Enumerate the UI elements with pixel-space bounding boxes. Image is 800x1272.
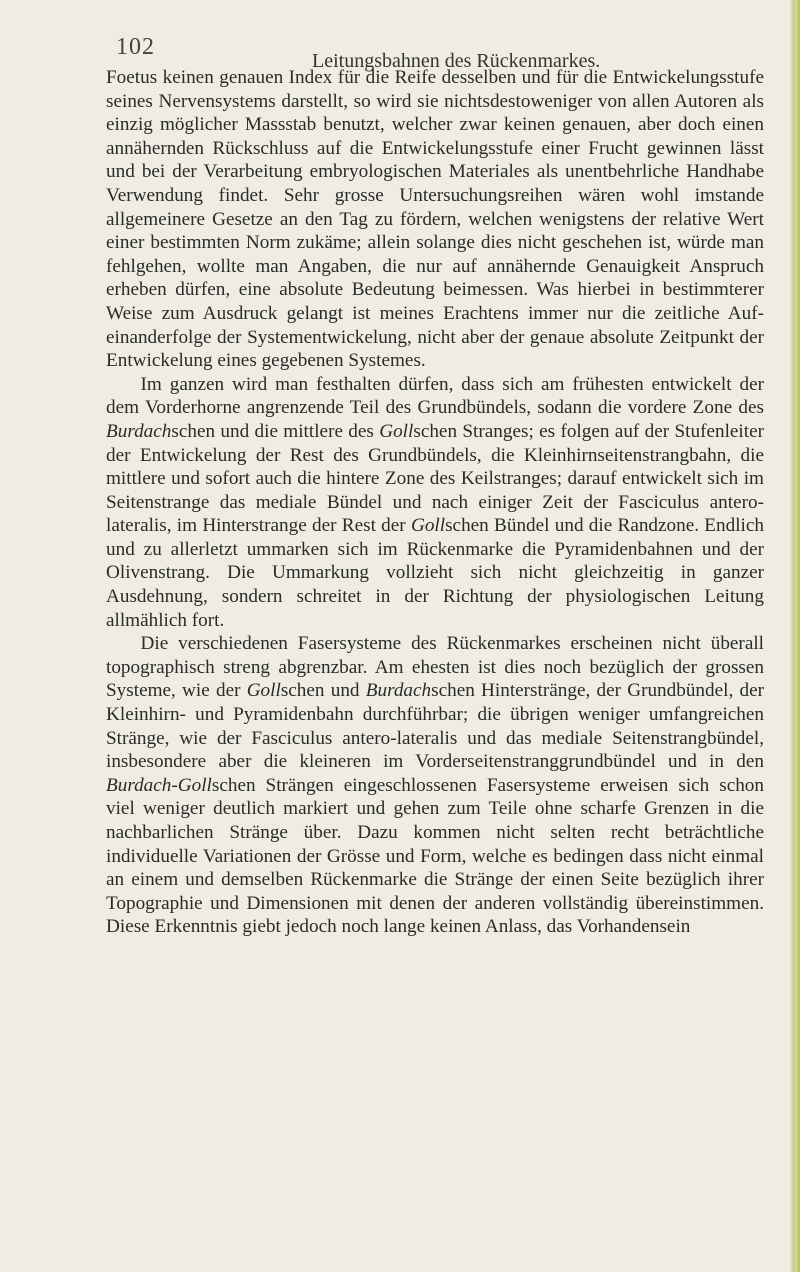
- body-text: [106, 66, 764, 939]
- paragraph-3: [106, 632, 764, 939]
- text-run: Foetus keinen genauen Index für die Reife desselben und für die Entwickelungsstufe seines Nervensystems darstellt, so wird sie nichtsdestoweniger von allen Autoren als einzig möglicher Massstab benutzt, welcher zwar keinen genauen, aber doch einen annähernden Rückschluss auf die Entwickelungsstufe einer Frucht gewinnen lässt und bei der Verarbeitung embryologischen Materiales als unentbehrliche Handhabe Verwendung findet. Sehr grosse Untersuchungsreihen wären wohl imstande allgemeinere Gesetze an den Tag zu fördern, welchen wenigstens der relative Wert einer bestimmten Norm zukäme; allein solange dies nicht geschehen ist, würde man fehlgehen, wollte man Angaben, die nur auf annähernde Genauigkeit Anspruch erheben dürfen, eine absolute Bedeutung beimessen. Was hierbei in bestimmterer Weise zum Ausdruck gelangt ist meines Erachtens immer nur die zeitliche Auf-einanderfolge der Systementwickelung, nicht aber der genaue absolute Zeitpunkt der Entwickelung eines gegebenen Systemes.: [106, 67, 764, 372]
- page-number: 102: [116, 34, 155, 60]
- text-run: Die verschiedenen Fasersysteme des Rückenmarkes erscheinen nicht überall topographisch streng abgrenzbar. Am ehesten ist dies noch bezüglich der grossen Systeme, wie der: [106, 633, 764, 702]
- text-run: schen und: [280, 680, 366, 702]
- author-name: Goll: [246, 680, 281, 702]
- text-run: schen Bündel und die Randzone. Endlich und zu allerletzt ummarken sich im Rückenmarke die Pyramidenbahnen und der Olivenstrang. Die Ummarkung vollzieht sich nicht gleichzeitig in ganzer Ausdehnung, sondern schreitet in der Richtung der physiologischen Leitung allmählich fort.: [106, 515, 764, 631]
- text-run: schen und die mittlere des: [171, 420, 380, 442]
- paragraph-2: [106, 373, 764, 633]
- author-name: Goll: [379, 420, 414, 442]
- text-run: Im ganzen wird man festhalten dürfen, dass sich am frühesten entwickelt der dem Vorderhorne angrenzende Teil des Grundbündels, sodann die vordere Zone des: [106, 373, 764, 419]
- author-name: Burdach-Goll: [106, 774, 212, 796]
- paragraph-1: [106, 66, 764, 373]
- author-name: Goll: [410, 515, 446, 537]
- text-run: schen Stranges; es folgen auf der Stufenleiter der Entwickelung der Rest des Grundbündels, die Kleinhirnseitenstrangbahn, die mittlere und sofort auch die hintere Zone des Keilstranges; darauf entwickelt sich im Seitenstrange das mediale Bündel und nach einiger Zeit der Fasciculus antero-lateralis, im Hinterstrange der Rest der: [106, 420, 764, 537]
- text-run: schen Strängen eingeschlossenen Fasersysteme erweisen sich schon viel weniger deutlich markiert und gehen zum Teile ohne scharfe Grenzen in die nachbarlichen Stränge über. Dazu kommen nicht selten recht beträchtliche individuelle Variationen der Grösse und Form, welche es bedingen dass nicht einmal an einem und demselben Rückenmarke die Stränge der einen Seite bezüglich ihrer Topographie und Dimensionen mit denen der anderen vollständig übereinstimmen. Diese Erkenntnis giebt jedoch noch lange keinen Anlass, das Vorhandensein: [106, 774, 764, 938]
- running-header: [0, 28, 790, 72]
- author-name: Burdach: [365, 680, 432, 702]
- author-name: Burdach: [106, 420, 172, 442]
- text-run: schen Hinterstränge, der Grundbündel, der Kleinhirn- und Pyramidenbahn durchführbar; die übrigen weniger umfangreichen Stränge, wie der Fasciculus antero-lateralis und das mediale Seitenstrangbündel, insbesondere aber die kleineren im Vorderseitenstranggrundbündel und in den: [106, 680, 764, 773]
- page-edge-binding: [790, 0, 800, 1272]
- running-title: Leitungsbahnen des Rückenmarkes.: [312, 50, 601, 72]
